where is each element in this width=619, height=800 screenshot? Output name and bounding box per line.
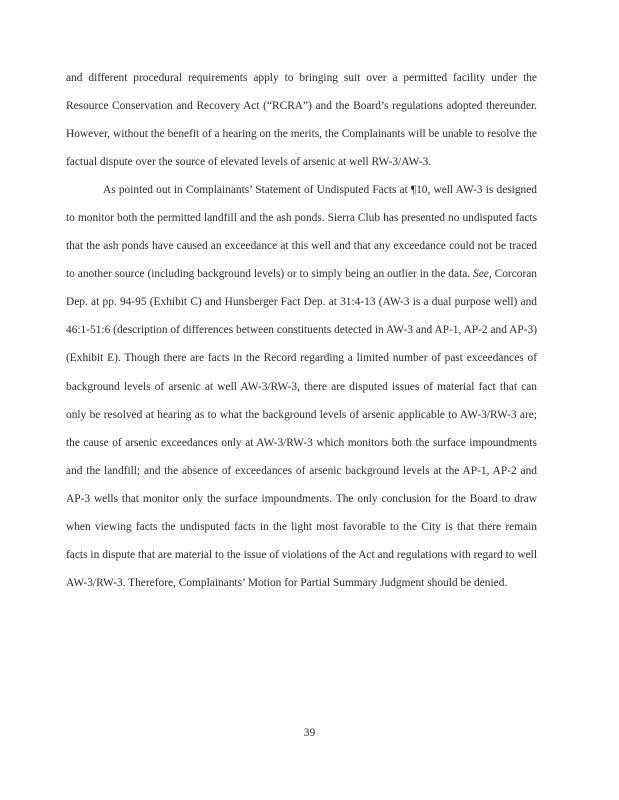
citation-signal-see: See,: [473, 268, 492, 281]
document-body: [66, 64, 537, 597]
paragraph-text-part-b: Corcoran Dep. at pp. 94-95 (Exhibit C) and Hunsberger Fact Dep. at 31:4-13 (AW-3 is a dual purpose well) and 46:1-51:6 (description of differences between constituents detected in AW-3 and AP-1, AP-2 and AP-3) (Exhibit E). Though there are facts in the Record regarding a limited number of past exceedances of background levels of arsenic at well AW-3/RW-3, there are disputed issues of material fact that can only be resolved at hearing as to what the background levels of arsenic applicable to AW-3/RW-3 are; the cause of arsenic exceedances only at AW-3/RW-3 which monitors both the surface impoundments and the landfill; and the absence of exceedances of arsenic background levels at the AP-1, AP-2 and AP-3 wells that monitor only the surface impoundments. The only conclusion for the Board to draw when viewing facts the undisputed facts in the light most favorable to the City is that there remain facts in dispute that are material to the issue of violations of the Act and regulations with regard to well AW-3/RW-3. Therefore, Complainants’ Motion for Partial Summary Judgment should be denied.: [66, 268, 537, 589]
paragraph-arsenic-dispute: [66, 176, 537, 597]
paragraph-text-part-a: As pointed out in Complainants’ Statement of Undisputed Facts at ¶10, well AW-3 is designed to monitor both the permitted landfill and the ash ponds. Sierra Club has presented no undisputed facts that the ash ponds have caused an exceedance at this well and that any exceedance could not be traced to another source (including background levels) or to simply being an outlier in the data.: [66, 184, 537, 281]
page-number: 39: [303, 727, 316, 739]
paragraph-continued: and different procedural requirements apply to bringing suit over a permitted facility under the Resource Conservation and Recovery Act (“RCRA”) and the Board’s regulations adopted thereunder. However, without the benefit of a hearing on the merits, the Complainants will be unable to resolve the factual dispute over the source of elevated levels of arsenic at well RW-3/AW-3.: [66, 72, 537, 169]
